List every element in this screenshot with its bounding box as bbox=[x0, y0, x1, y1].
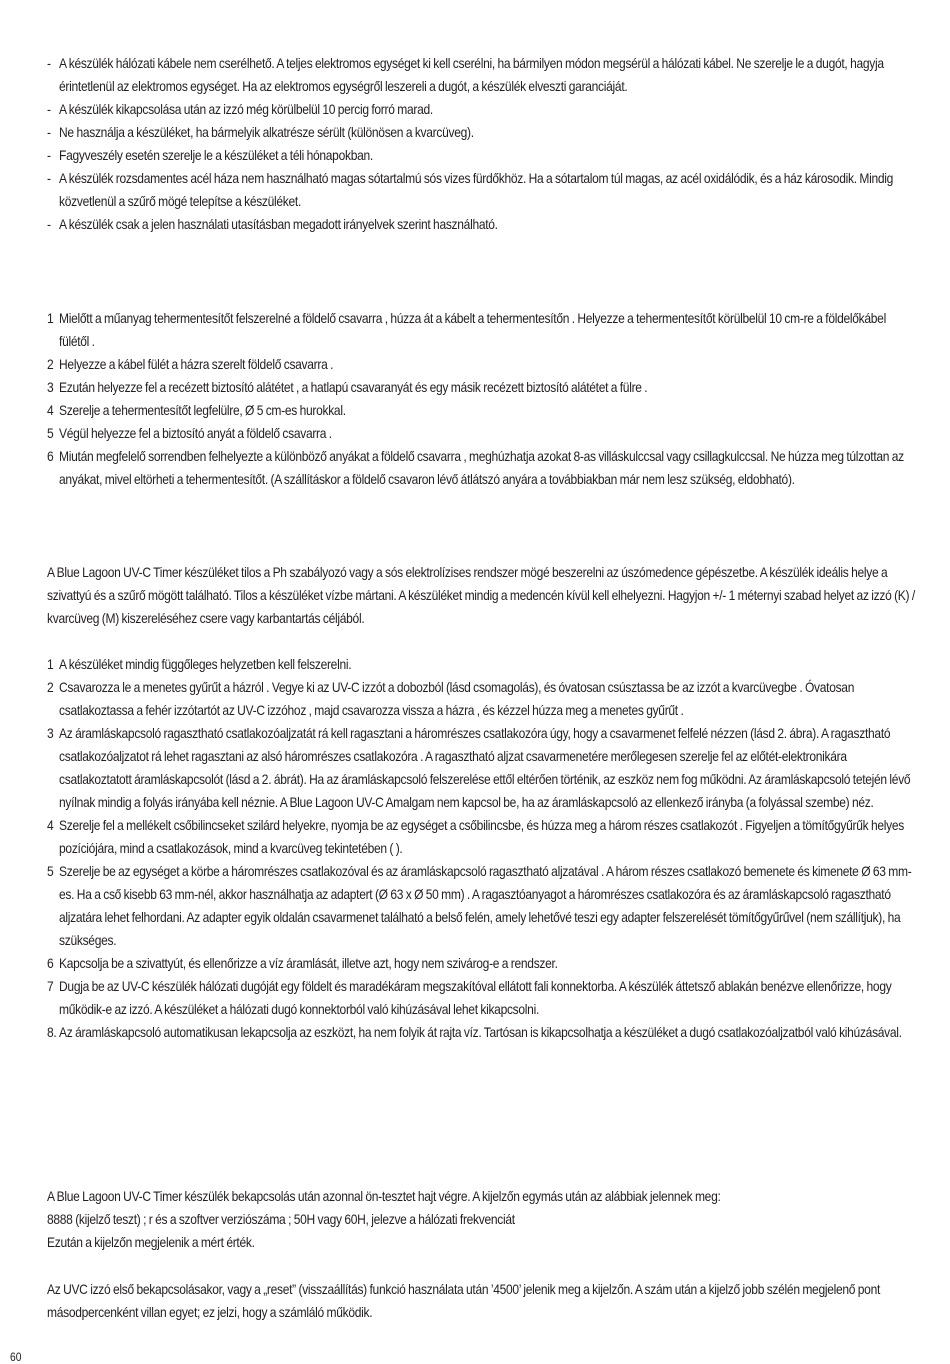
list-item: 6 Kapcsolja be a szivattyút, és ellenőrizze a víz áramlását, illetve azt, hogy nem szivárog-e a rendszer. bbox=[47, 955, 558, 971]
list-item: - Fagyveszély esetén szerelje le a készüléket a téli hónapokban. bbox=[47, 147, 373, 163]
list-item: 7 Dugja be az UV-C készülék hálózati dugóját egy földelt és maradékáram megszakítóval ellátott fali konnektorba. A készülék áttetsző ablakán benézve ellenőrizze, hogy működik-e az izzó. A készüléket a hálózati dugó konnektorból való kihúzásával lehet kikapcsolni. bbox=[47, 978, 892, 1017]
list-item: - A készülék rozsdamentes acél háza nem használható magas sótartalmú sós vizes fürdőkhöz. Ha a sótartalom túl magas, az acél oxidálódik, és a ház károsodik. Mindig közvetlenül a szűrő mögé telepítse a készüléket. bbox=[47, 170, 894, 209]
list-item: 3 Az áramláskapcsoló ragasztható csatlakozóaljzatát rá kell ragasztani a háromrészes csatlakozóra úgy, hogy a csavarmenet felfelé nézzen (lásd 2. ábra). A ragasztható csatlakozóaljzatot rá lehet ragasztani az alsó háromrészes csatlakozóra . A ragasztható aljzat csavarmenetére merőlegesen szerelje fel az előtét-elektronikára csatlakoztatott áramláskapcsolót (lásd a 2. ábrát). Ha az áramláskapcsoló felszerelése ettől eltérően történik, az eszköz nem fog működni. Az áramláskapcsoló tetején lévő nyílnak mindig a folyás irányába kell néznie. A Blue Lagoon UV-C Amalgam nem kapcsol be, ha az áramláskapcsoló az ellenkező irányba (a folyással szembe) néz. bbox=[47, 725, 911, 810]
list-item: - A készülék csak a jelen használati utasításban megadott irányelvek szerint használható. bbox=[47, 216, 498, 232]
operation-text: A Blue Lagoon UV-C Timer készülék bekapcsolás után azonnal ön-tesztet hajt végre. A kijelzőn egymás után az alábbiak jelennek meg: 8888 (kijelző teszt) ; r és a szoftver verziószáma ; 50H vagy 60H, jelezve a hálózati frekvenciát Ezután a kijelzőn megjelenik a mért érték. bbox=[47, 1188, 721, 1250]
list-item: 3 Ezután helyezze fel a recézett biztosító alátétet , a hatlapú csavaranyát és egy másik recézett biztosító alátétet a fülre . bbox=[47, 379, 648, 395]
list-item: 4 Szerelje a tehermentesítőt legfelülre, Ø 5 cm-es hurokkal. bbox=[47, 402, 346, 418]
list-item: - A készülék hálózati kábele nem cserélhető. A teljes elektromos egységet ki kell cserélni, ha bármilyen módon megsérül a hálózati kábel. Ne szerelje le a dugót, hagyja érintetlenül az elektromos egységet. Ha az elektromos egységről leszereli a dugót, a készülék elveszti garanciáját. bbox=[47, 55, 884, 94]
install-intro: A Blue Lagoon UV-C Timer készüléket tilos a Ph szabályozó vagy a sós elektrolízises rendszer mögé beszerelni az úszómedence gépészetbe. A készülék ideális helye a szivattyú és a szűrő mögött található. Tilos a készüléket vízbe mártani. A készüléket mindig a medencén kívül kell elhelyezni. Hagyjon +/- 1 méternyi szabad helyet az izzó (K) / kvarcüveg (M) kiszereléséhez csere vagy karbantartás céljából. bbox=[47, 564, 915, 626]
list-item: 4 Szerelje fel a mellékelt csőbilincseket szilárd helyekre, nyomja be az egységet a csőbilincsbe, és húzza meg a három részes csatlakozót . Figyeljen a tömítőgyűrűk helyes pozíciójára, mind a csatlakozások, mind a kvarcüveg tekintetében ( ). bbox=[47, 817, 904, 856]
list-item: 8. Az áramláskapcsoló automatikusan lekapcsolja az eszközt, ha nem folyik át rajta víz. Tartósan is kikapcsolhatja a készüléket a dugó csatlakozóaljzatból való kihúzásával. bbox=[47, 1024, 902, 1040]
list-item: 2 Helyezze a kábel fülét a házra szerelt földelő csavarra . bbox=[47, 356, 334, 372]
list-item: 2 Csavarozza le a menetes gyűrűt a házról . Vegye ki az UV-C izzót a dobozból (lásd csomagolás), és óvatosan csúsztassa be az izzót a kvarcüvegbe . Óvatosan csatlakoztassa a fehér izzótartót az UV-C izzóhoz , majd csavarozza vissza a házra , és kézzel húzza meg a menetes gyűrűt . bbox=[47, 679, 855, 718]
list-item: - A készülék kikapcsolása után az izzó még körülbelül 10 percig forró marad. bbox=[47, 101, 433, 117]
install-steps bbox=[47, 653, 916, 1044]
list-item: 6 Miután megfelelő sorrendben felhelyezte a különböző anyákat a földelő csavarra , meghúzhatja azokat 8-as villáskulccsal vagy csillagkulccsal. Ne húzza meg túlzottan az anyákat, mivel eltörheti a tehermentesítőt. (A szállításkor a földelő csavaron lévő átlátszó anyára a továbbiakban már nem lesz szükség, eldobható). bbox=[47, 448, 904, 487]
operation-reset: Az UVC izzó első bekapcsolásakor, vagy a „reset” (visszaállítás) funkció használata után ’4500’ jelenik meg a kijelzőn. A szám után a kijelző jobb szélén megjelenő pont másodpercenként villan egyet; ez jelzi, hogy a számláló működik. bbox=[47, 1281, 881, 1320]
list-item: 5 Végül helyezze fel a biztosító anyát a földelő csavarra . bbox=[47, 425, 332, 441]
list-item: 1 A készüléket mindig függőleges helyzetben kell felszerelni. bbox=[47, 656, 352, 672]
list-item: - Ne használja a készüléket, ha bármelyik alkatrésze sérült (különösen a kvarcüveg). bbox=[47, 124, 474, 140]
safety-list bbox=[47, 52, 916, 236]
list-item: 5 Szerelje be az egységet a körbe a háromrészes csatlakozóval és az áramláskapcsoló ragasztható aljzatával . A három részes csatlakozó bemenete és kimenete Ø 63 mm-es. Ha a cső kisebb 63 mm-nél, akkor használhatja az adaptert (Ø 63 x Ø 50 mm) . A ragasztóanyagot a háromrészes csatlakozóra és az áramláskapcsoló ragasztható aljzatára lehet felhordani. Az adapter egyik oldalán csavarmenet található a belső felén, amely lehetővé teszi egy adapter felszerelését tömítőgyűrűvel (nem szállítjuk), ha szükséges. bbox=[47, 863, 912, 948]
list-item: 1 Mielőtt a műanyag tehermentesítőt felszerelné a földelő csavarra , húzza át a kábelt a tehermentesítőn . Helyezze a tehermentesítőt körülbelül 10 cm-re a földelőkábel fülétől . bbox=[47, 310, 886, 349]
page-number: 60 bbox=[10, 1350, 22, 1364]
grounding-steps bbox=[47, 307, 916, 491]
